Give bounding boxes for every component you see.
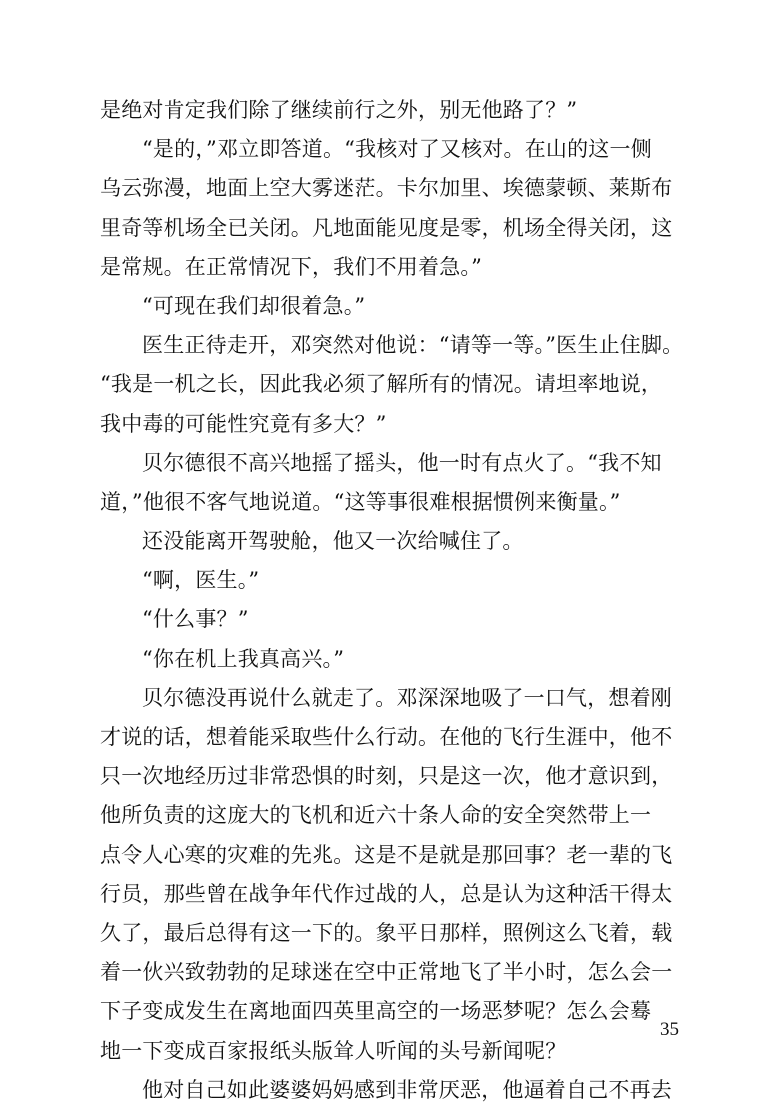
text-line-11: 道，”他很不客气地说道。“这等事很难根据惯例来衡量。”: [100, 489, 621, 514]
text-line-3: 乌云弥漫，地面上空大雾迷茫。卡尔加里、埃德蒙顿、莱斯布: [100, 176, 673, 201]
text-line-7: 医生正待走开，邓突然对他说：“请等一等。”医生止住脚。: [142, 333, 684, 358]
text-line-20: 点令人心寒的灾难的先兆。这是不是就是那回事？老一辈的飞: [100, 842, 673, 867]
page-number: 35: [660, 1019, 679, 1040]
text-line-21: 行员，那些曾在战争年代作过战的人，总是认为这种活干得太: [100, 881, 673, 906]
text-line-12: 还没能离开驾驶舱，他又一次给喊住了。: [142, 529, 524, 554]
text-line-23: 着一伙兴致勃勃的足球迷在空中正常地飞了半小时，怎么会一: [100, 960, 673, 985]
text-line-14: “什么事？”: [142, 607, 249, 632]
text-line-18: 只一次地经历过非常恐惧的时刻，只是这一次，他才意识到，: [100, 764, 673, 789]
text-line-1: 是绝对肯定我们除了继续前行之外，别无他路了？”: [100, 98, 578, 122]
text-line-10: 贝尔德很不高兴地摇了摇头，他一时有点火了。“我不知: [142, 450, 662, 475]
text-line-9: 我中毒的可能性究竟有多大？”: [100, 411, 387, 436]
text-line-8: “我是一机之长，因此我必须了解所有的情况。请坦率地说，: [100, 372, 663, 397]
text-line-25: 地一下变成百家报纸头版耸人听闻的头号新闻呢？: [100, 1038, 567, 1063]
text-line-26: 他对自己如此婆婆妈妈感到非常厌恶，他逼着自己不再去: [142, 1077, 672, 1102]
text-line-17: 才说的话，想着能采取些什么行动。在他的飞行生涯中，他不: [100, 725, 673, 749]
text-line-5: 是常规。在正常情况下，我们不用着急。”: [100, 254, 483, 279]
text-line-4: 里奇等机场全已关闭。凡地面能见度是零，机场全得关闭，这: [100, 215, 673, 240]
text-line-16: 贝尔德没再说什么就走了。邓深深地吸了一口气，想着刚: [142, 685, 672, 710]
text-line-15: “你在机上我真高兴。”: [142, 646, 345, 671]
text-line-24: 下子变成发生在离地面四英里高空的一场恶梦呢？怎么会蓦: [100, 999, 652, 1024]
text-line-22: 久了，最后总得有这一下的。象平日那样，照例这么飞着，载: [100, 920, 673, 945]
text-line-2: “是的，”邓立即答道。“我核对了又核对。在山的这一侧: [142, 137, 652, 162]
text-line-6: “可现在我们却很着急。”: [142, 293, 366, 318]
text-line-19: 他所负责的这庞大的飞机和近六十条人命的安全突然带上一: [100, 803, 652, 828]
text-line-13: “啊，医生。”: [142, 568, 260, 593]
body-text: [100, 91, 700, 1110]
